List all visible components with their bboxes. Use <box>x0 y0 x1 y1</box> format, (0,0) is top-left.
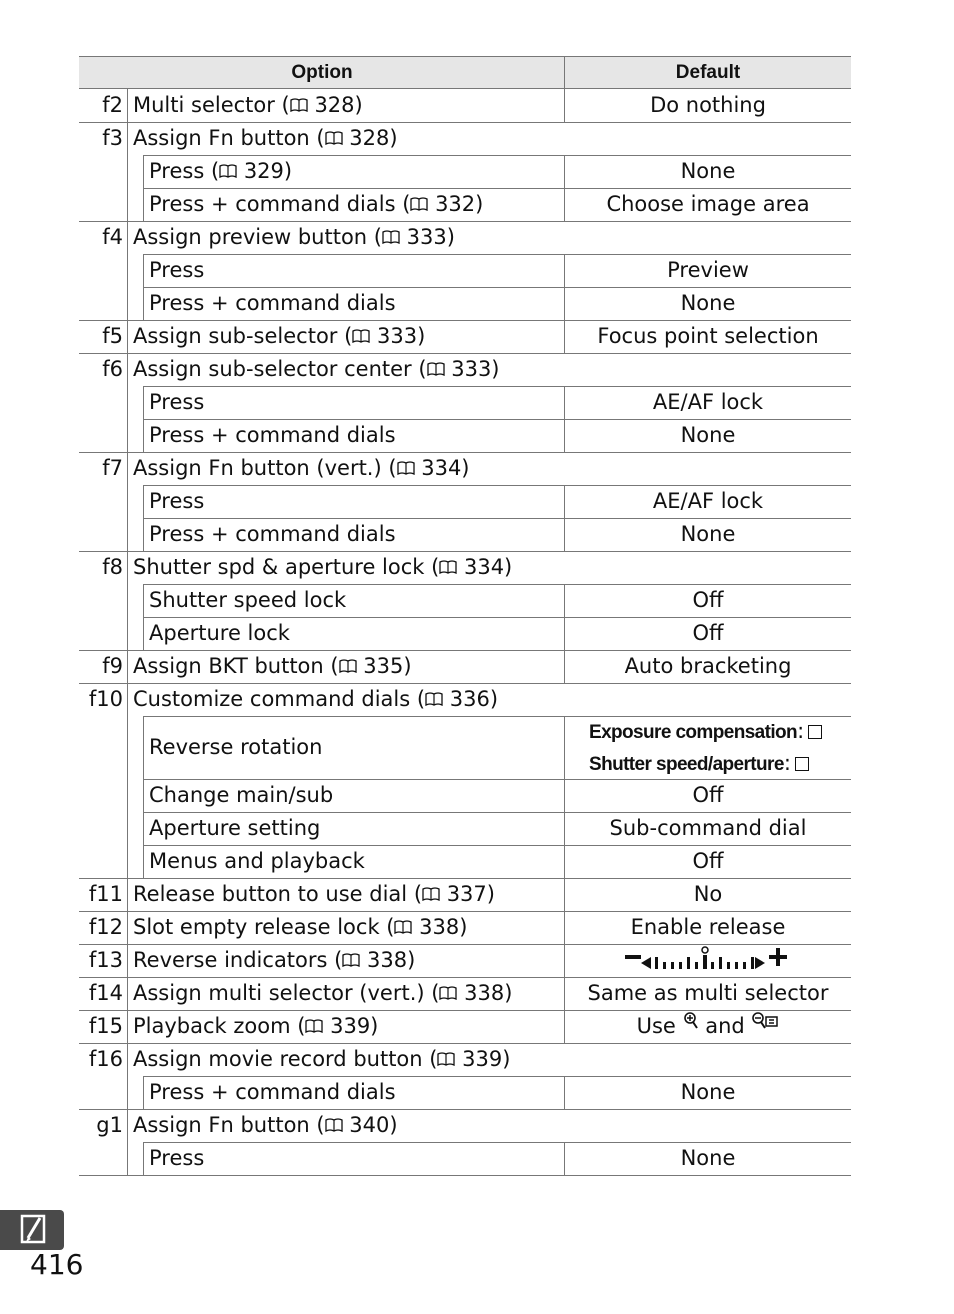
default-value: Choose image area <box>606 192 810 216</box>
option-label: Playback zoom ( <box>133 1014 306 1038</box>
sub-option-label: Press + command dials <box>149 522 396 546</box>
sub-option-label: Aperture lock <box>149 621 290 645</box>
sub-option-label: Reverse rotation <box>149 735 323 759</box>
page-ref: 334) <box>457 555 513 579</box>
table-row <box>79 485 851 518</box>
table-row <box>79 1010 851 1043</box>
option-label: Assign movie record button ( <box>133 1047 438 1071</box>
table-row <box>79 452 851 485</box>
option-label: Assign Fn button (vert.) ( <box>133 456 397 480</box>
default-value: AE/AF lock <box>652 489 764 513</box>
page-ref: 338) <box>457 981 513 1005</box>
default-value: No <box>693 882 723 906</box>
row-number: f11 <box>88 882 123 906</box>
book-ref-icon <box>352 321 370 353</box>
page-number: 416 <box>30 1248 84 1281</box>
pencil-tab-icon <box>0 1210 64 1250</box>
table-row <box>79 287 851 320</box>
settings-table <box>79 56 851 1175</box>
default-value: Preview <box>667 258 749 282</box>
default-value: Sub-command dial <box>609 816 807 840</box>
default-value: Auto bracketing <box>624 654 792 678</box>
default-value: Off <box>692 783 724 807</box>
header-option: Option <box>291 62 353 83</box>
option-label: Release button to use dial ( <box>133 882 423 906</box>
default-value: Do nothing <box>650 93 766 117</box>
default-value: Off <box>692 849 724 873</box>
table-row <box>79 1043 851 1076</box>
option-label: Customize command dials ( <box>133 687 426 711</box>
row-number: f2 <box>102 93 123 117</box>
option-label: Assign preview button ( <box>133 225 382 249</box>
book-ref-icon <box>422 879 440 911</box>
book-ref-icon <box>305 1011 323 1043</box>
book-ref-icon <box>427 354 445 386</box>
book-ref-icon <box>339 651 357 683</box>
default-text: Use <box>636 1014 676 1038</box>
table-row <box>79 1142 851 1175</box>
table-row <box>79 584 851 617</box>
default-value: None <box>680 291 736 315</box>
default-value <box>565 944 851 976</box>
row-number: f10 <box>88 687 123 711</box>
table-row <box>79 188 851 221</box>
row-number: f5 <box>102 324 123 348</box>
table-row <box>79 386 851 419</box>
book-ref-icon <box>219 156 237 188</box>
table-row <box>79 155 851 188</box>
sub-option-label: Press + command dials <box>149 423 396 447</box>
table-row <box>79 716 851 779</box>
default-value: None <box>680 423 736 447</box>
sub-option-label: Change main/sub <box>149 783 334 807</box>
page-ref: 329) <box>237 159 293 183</box>
page-ref: 339) <box>455 1047 511 1071</box>
table-row <box>79 221 851 254</box>
sub-option-label: Aperture setting <box>149 816 321 840</box>
page-ref: 340) <box>342 1113 398 1137</box>
book-ref-icon <box>397 453 415 485</box>
page-ref: 333) <box>444 357 500 381</box>
sub-option-label: Press + command dials ( <box>149 192 411 216</box>
table-row <box>79 419 851 452</box>
default-value: None <box>680 1080 736 1104</box>
default-value: Off <box>692 621 724 645</box>
sub-option-label: Press <box>149 1146 205 1170</box>
page-ref: 335) <box>356 654 412 678</box>
zoom-in-icon <box>676 1014 705 1038</box>
sub-option-label: Press <box>149 489 205 513</box>
checkbox-icon <box>808 725 822 739</box>
option-label: Assign Fn button ( <box>133 126 325 150</box>
table-row <box>79 320 851 353</box>
option-label: Assign Fn button ( <box>133 1113 325 1137</box>
table-row <box>79 254 851 287</box>
option-label: Shutter spd & aperture lock ( <box>133 555 440 579</box>
book-ref-icon <box>290 90 308 122</box>
table-row <box>79 1076 851 1109</box>
sub-option-label: Shutter speed lock <box>149 588 347 612</box>
table-row <box>79 944 851 977</box>
page-ref: 328) <box>307 93 363 117</box>
page-ref: 333) <box>370 324 426 348</box>
row-number: f16 <box>88 1047 123 1071</box>
table-row <box>79 812 851 845</box>
book-ref-icon <box>325 123 343 155</box>
page-ref: 328) <box>342 126 398 150</box>
book-ref-icon <box>394 912 412 944</box>
default-value: None <box>680 1146 736 1170</box>
default-value: None <box>680 522 736 546</box>
sub-option-label: Press + command dials <box>149 1080 396 1104</box>
book-ref-icon <box>425 684 443 716</box>
row-number: f9 <box>102 654 123 678</box>
page-ref: 339) <box>323 1014 379 1038</box>
table-row <box>79 122 851 155</box>
sub-option-label: Press + command dials <box>149 291 396 315</box>
table-row <box>79 1109 851 1142</box>
page-ref: 333) <box>400 225 455 249</box>
option-label: Assign multi selector (vert.) ( <box>133 981 440 1005</box>
header-default: Default <box>675 62 741 83</box>
default-value: Focus point selection <box>597 324 819 348</box>
book-ref-icon <box>437 1044 455 1076</box>
table-row <box>79 89 851 122</box>
default-value: Exposure compensation: Shutter speed/aperture: <box>565 716 851 780</box>
book-ref-icon <box>325 1110 343 1142</box>
page-ref: 334) <box>414 456 470 480</box>
default-value: Same as multi selector <box>587 981 829 1005</box>
row-number: f3 <box>102 126 123 150</box>
option-label: Assign BKT button ( <box>133 654 339 678</box>
option-label: Assign sub-selector ( <box>133 324 353 348</box>
book-ref-icon <box>439 978 457 1010</box>
row-number: f4 <box>102 225 123 249</box>
default-value: None <box>680 159 736 183</box>
default-value: AE/AF lock <box>652 390 764 414</box>
default-text: and <box>705 1014 745 1038</box>
row-number: f14 <box>88 981 123 1005</box>
option-label: Assign sub-selector center ( <box>133 357 427 381</box>
row-number: f6 <box>102 357 123 381</box>
book-ref-icon <box>439 552 457 584</box>
book-ref-icon <box>382 222 400 254</box>
table-row <box>79 683 851 716</box>
default-value <box>565 1010 851 1042</box>
row-number: f13 <box>88 948 123 972</box>
default-line-label: Exposure compensation <box>589 722 798 743</box>
table-row <box>79 911 851 944</box>
default-line-label: Shutter speed/aperture <box>589 754 784 775</box>
page-ref: 338) <box>412 915 468 939</box>
page-ref: 332) <box>428 192 484 216</box>
page-ref: 338) <box>360 948 416 972</box>
checkbox-icon <box>795 757 809 771</box>
row-number: f7 <box>102 456 123 480</box>
table-row <box>79 650 851 683</box>
page-ref: 336) <box>443 687 499 711</box>
default-value: Off <box>692 588 724 612</box>
option-label: Slot empty release lock ( <box>133 915 395 939</box>
sub-option-label: Press <box>149 390 205 414</box>
row-number: g1 <box>96 1113 123 1137</box>
table-row <box>79 551 851 584</box>
table-header <box>79 56 851 89</box>
table-row <box>79 977 851 1010</box>
page-ref: 337) <box>440 882 495 906</box>
book-ref-icon <box>342 945 360 977</box>
table-row <box>79 518 851 551</box>
row-number: f12 <box>88 915 123 939</box>
zoom-out-thumbnail-icon <box>745 1014 780 1038</box>
book-ref-icon <box>410 189 428 221</box>
table-row <box>79 878 851 911</box>
option-label: Reverse indicators ( <box>133 948 343 972</box>
row-number: f15 <box>88 1014 123 1038</box>
sub-option-label: Menus and playback <box>149 849 365 873</box>
table-row <box>79 353 851 386</box>
default-value: Enable release <box>630 915 786 939</box>
table-row <box>79 779 851 812</box>
sub-option-label: Press <box>149 258 205 282</box>
option-label: Multi selector ( <box>133 93 290 117</box>
table-row <box>79 617 851 650</box>
table-row <box>79 845 851 878</box>
sub-option-label: Press ( <box>149 159 220 183</box>
row-number: f8 <box>102 555 123 579</box>
exposure-indicator-icon <box>623 945 793 971</box>
